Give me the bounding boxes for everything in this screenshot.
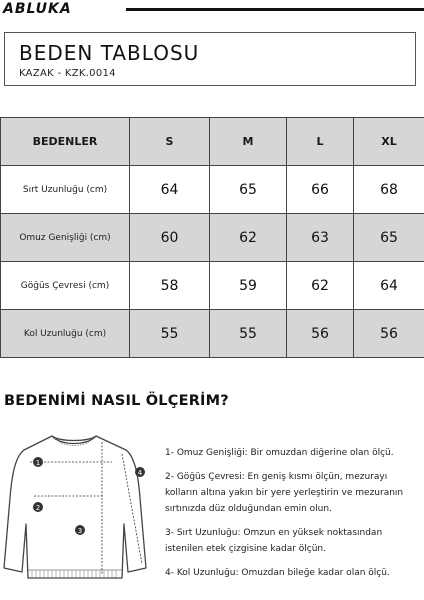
table-cell: 62 — [287, 262, 354, 310]
table-row — [1, 310, 424, 358]
table-row — [1, 262, 424, 310]
table-cell: 68 — [354, 166, 424, 214]
sweater-illustration — [0, 428, 160, 600]
table-cell: 65 — [210, 166, 287, 214]
how-to-measure-title: BEDENİMİ NASIL ÖLÇERİM? — [4, 393, 229, 409]
note-chest: 2- Göğüs Çevresi: En geniş kısmı ölçün, mezurayı kolların altına yakın bir yere yerleştirin ve mezuranın sırtınızda düz olduğundan emin olun. — [165, 472, 404, 514]
row-label: Sırt Uzunluğu (cm) — [1, 166, 130, 214]
size-table — [0, 117, 424, 358]
table-cell: 66 — [287, 166, 354, 214]
table-cell: 56 — [287, 310, 354, 358]
column-header: BEDENLER — [1, 118, 130, 166]
table-cell: 64 — [354, 262, 424, 310]
table-cell: 55 — [210, 310, 287, 358]
table-cell: 62 — [210, 214, 287, 262]
column-header: M — [210, 118, 287, 166]
row-label: Omuz Genişliği (cm) — [1, 214, 130, 262]
note-shoulder: 1- Omuz Genişliği: Bir omuzdan diğerine olan ölçü. — [165, 448, 394, 458]
table-row — [1, 214, 424, 262]
column-header: S — [130, 118, 210, 166]
brand-divider — [126, 8, 424, 11]
note-back-length: 3- Sırt Uzunluğu: Omzun en yüksek noktasından istenilen etek çizgisine kadar ölçün. — [165, 528, 383, 554]
row-label: Göğüs Çevresi (cm) — [1, 262, 130, 310]
sweater-outline — [4, 436, 146, 578]
marker-4: 4 — [137, 469, 143, 477]
note-sleeve: 4- Kol Uzunluğu: Omuzdan bileğe kadar olan ölçü. — [165, 568, 390, 578]
brand-bar — [0, 0, 424, 22]
table-cell: 59 — [210, 262, 287, 310]
table-header-row — [1, 118, 424, 166]
table-cell: 65 — [354, 214, 424, 262]
table-cell: 56 — [354, 310, 424, 358]
table-row — [1, 166, 424, 214]
marker-2: 2 — [35, 504, 41, 512]
title-box — [4, 32, 416, 86]
table-cell: 63 — [287, 214, 354, 262]
product-code: KAZAK - KZK.0014 — [19, 68, 116, 79]
row-label: Kol Uzunluğu (cm) — [1, 310, 130, 358]
marker-3: 3 — [77, 527, 83, 535]
table-cell: 60 — [130, 214, 210, 262]
marker-1: 1 — [35, 459, 41, 467]
column-header: L — [287, 118, 354, 166]
column-header: XL — [354, 118, 424, 166]
table-cell: 64 — [130, 166, 210, 214]
measurement-notes — [165, 445, 420, 589]
table-cell: 58 — [130, 262, 210, 310]
page-title: BEDEN TABLOSU — [19, 41, 200, 65]
brand-logo: ABLUKA — [3, 1, 72, 17]
table-cell: 55 — [130, 310, 210, 358]
